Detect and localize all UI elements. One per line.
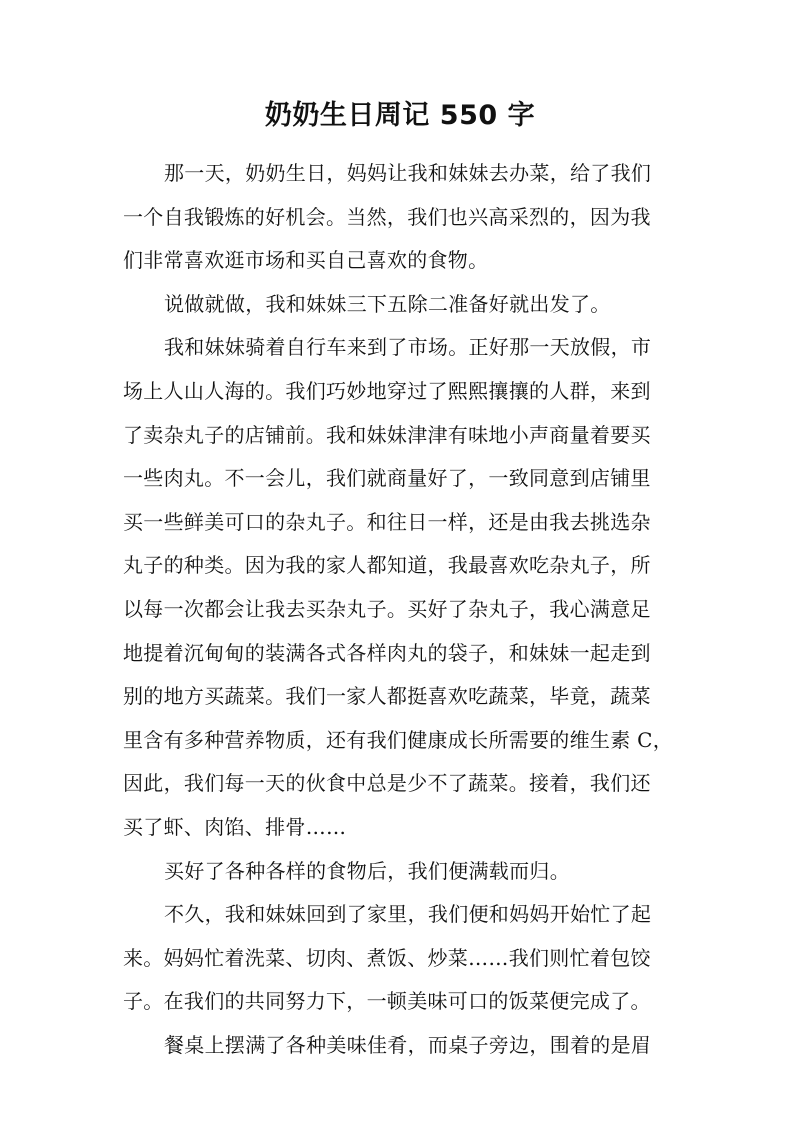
text-line: 买了虾、肉馅、排骨…… [123, 814, 347, 839]
text-line: 餐桌上摆满了各种美味佳肴，而桌子旁边，围着的是眉 [164, 1032, 652, 1057]
text-line: 因此，我们每一天的伙食中总是少不了蔬菜。接着，我们还 [123, 771, 651, 796]
text-line: 地提着沉甸甸的装满各式各样肉丸的袋子，和妹妹一起走到 [123, 640, 651, 665]
text-line: 来。妈妈忙着洗菜、切肉、煮饭、炒菜……我们则忙着包饺 [123, 945, 651, 970]
document-body [123, 152, 683, 1067]
text-line: 一些肉丸。不一会儿，我们就商量好了，一致同意到店铺里 [123, 466, 651, 491]
text-line: 们非常喜欢逛市场和买自己喜欢的食物。 [123, 248, 489, 273]
text-line: 一个自我锻炼的好机会。当然，我们也兴高采烈的，因为我 [123, 204, 651, 229]
text-line: 场上人山人海的。我们巧妙地穿过了熙熙攘攘的人群，来到 [123, 378, 651, 403]
text-line: 买好了各种各样的食物后，我们便满载而归。 [164, 858, 570, 883]
text-line: 以每一次都会让我去买杂丸子。买好了杂丸子，我心满意足 [123, 596, 651, 621]
text-line: 不久，我和妹妹回到了家里，我们便和妈妈开始忙了起 [164, 902, 652, 927]
text-line: 丸子的种类。因为我的家人都知道，我最喜欢吃杂丸子，所 [123, 553, 651, 578]
text-line: 了卖杂丸子的店铺前。我和妹妹津津有味地小声商量着要买 [123, 422, 651, 447]
text-line: 说做就做，我和妹妹三下五除二准备好就出发了。 [164, 291, 611, 316]
text-line: 别的地方买蔬菜。我们一家人都挺喜欢吃蔬菜，毕竟，蔬菜 [123, 684, 651, 709]
text-line: 那一天，奶奶生日，妈妈让我和妹妹去办菜，给了我们 [164, 161, 652, 185]
text-line: 买一些鲜美可口的杂丸子。和往日一样，还是由我去挑选杂 [123, 509, 651, 534]
text-line: 我和妹妹骑着自行车来到了市场。正好那一天放假，市 [164, 335, 652, 360]
text-line: 子。在我们的共同努力下，一顿美味可口的饭菜便完成了。 [123, 989, 651, 1014]
document-title: 奶奶生日周记 550 字 [264, 100, 536, 131]
text-line: 里含有多种营养物质，还有我们健康成长所需要的维生素 C， [123, 727, 674, 752]
